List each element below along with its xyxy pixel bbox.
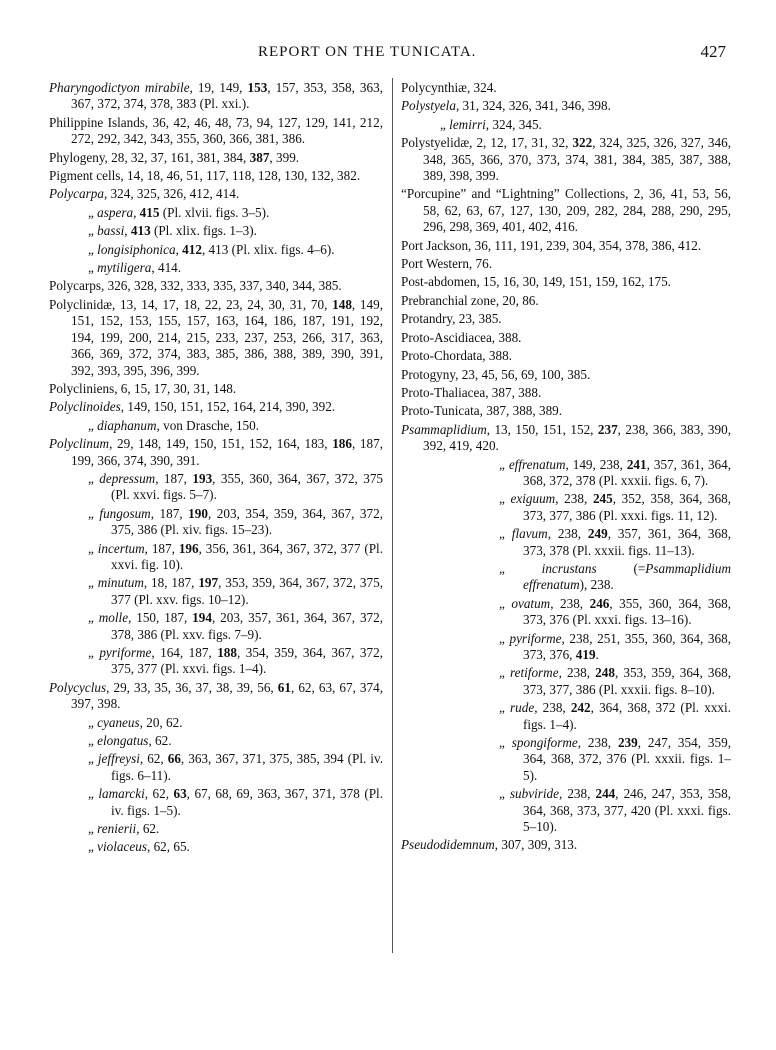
- index-entry: „ lemirri, 324, 345.: [440, 116, 542, 132]
- index-entry: „ subviride, 238, 244, 246, 247, 353, 358, 364, 368, 373, 377, 420 (Pl. xxxi. figs. 5–10).: [499, 786, 732, 835]
- index-entry: „ rude, 238, 242, 364, 368, 372 (Pl. xxxi. figs. 1–4).: [499, 700, 731, 732]
- index-entry: „ pyriforme, 238, 251, 355, 360, 364, 368, 373, 376, 419.: [499, 630, 732, 662]
- index-column-left: [49, 80, 383, 858]
- index-entry: „ ovatum, 238, 246, 355, 360, 364, 368, 373, 376 (Pl. xxxi. figs. 13–16).: [499, 595, 732, 628]
- index-entry: „ lamarcki, 62, 63, 67, 68, 69, 363, 367, 371, 378 (Pl. iv. figs. 1–5).: [88, 786, 383, 818]
- page-header: [0, 44, 776, 66]
- index-entry: Polycyclus, 29, 33, 35, 36, 37, 38, 39, 56, 61, 62, 63, 67, 374, 397, 398.: [49, 679, 384, 712]
- index-entry: Phylogeny, 28, 32, 37, 161, 381, 384, 387, 399.: [49, 149, 300, 165]
- index-entry: Polycliniens, 6, 15, 17, 30, 31, 148.: [49, 380, 237, 396]
- index-entry: „ pyriforme, 164, 187, 188, 354, 359, 364, 367, 372, 375, 377 (Pl. xxvi. figs. 1–4).: [88, 645, 384, 677]
- index-entry: Protogyny, 23, 45, 56, 69, 100, 385.: [401, 366, 591, 382]
- index-entry: „ incrustans (=Psammaplidium effrenatum), 238.: [499, 560, 731, 593]
- index-entry: „ longisiphonica, 412, 413 (Pl. xlix. figs. 4–6).: [88, 241, 335, 257]
- index-entry: Polystyelidæ, 2, 12, 17, 31, 32, 322, 324, 325, 326, 327, 346, 348, 365, 366, 370, 373, 374, 381, 384, 385, 387, 388, 389, 398, 399.: [401, 135, 732, 184]
- index-entry: Proto-Thaliacea, 387, 388.: [401, 384, 542, 400]
- index-entry: Proto-Chordata, 388.: [401, 348, 512, 364]
- running-title: REPORT ON THE TUNICATA.: [258, 44, 477, 60]
- index-entry: Proto-Ascidiacea, 388.: [401, 329, 522, 345]
- index-entry: „ bassi, 413 (Pl. xlix. figs. 1–3).: [88, 223, 257, 239]
- index-entry: Psammaplidium, 13, 150, 151, 152, 237, 238, 366, 383, 390, 392, 419, 420.: [401, 421, 732, 454]
- index-entry: Pharyngodictyon mirabile, 19, 149, 153, 157, 353, 358, 363, 367, 372, 374, 378, 383 (Pl. xxi.).: [49, 80, 384, 112]
- index-entry: „ depressum, 187, 193, 355, 360, 364, 367, 372, 375 (Pl. xxvi. figs. 5–7).: [88, 470, 384, 503]
- index-entry: „ jeffreysi, 62, 66, 363, 367, 371, 375, 385, 394 (Pl. iv. figs. 6–11).: [88, 751, 384, 783]
- index-entry: Polyclinoides, 149, 150, 151, 152, 164, 214, 390, 392.: [49, 399, 336, 415]
- index-entry: „ mytiligera, 414.: [88, 260, 182, 276]
- index-entry: „ molle, 150, 187, 194, 203, 357, 361, 364, 367, 372, 378, 386 (Pl. xxv. figs. 7–9).: [88, 610, 384, 642]
- index-entry: Pigment cells, 14, 18, 46, 51, 117, 118, 128, 130, 132, 382.: [49, 168, 361, 184]
- index-column-right: [401, 80, 731, 856]
- index-entry: Proto-Tunicata, 387, 388, 389.: [401, 403, 563, 419]
- index-entry: Pseudodidemnum, 307, 309, 313.: [401, 837, 578, 853]
- index-entry: „ elongatus, 62.: [88, 733, 172, 749]
- index-entry: „ spongiforme, 238, 239, 247, 354, 359, 364, 368, 372, 376 (Pl. xxxii. figs. 1–5).: [499, 735, 732, 783]
- index-entry: „ minutum, 18, 187, 197, 353, 359, 364, 367, 372, 375, 377 (Pl. xxv. figs. 10–12).: [88, 575, 384, 607]
- index-entry: „ renierii, 62.: [88, 821, 160, 837]
- index-entry: Polyclinidæ, 13, 14, 17, 18, 22, 23, 24, 30, 31, 70, 148, 149, 151, 152, 153, 155, 157, 163, 164, 186, 187, 191, 192, 194, 199, 200, 214, 215, 233, 237, 253, 266, 317, 363, 366, 369, 372, 374, 383, 385, 386, 388, 389, 390, 391, 392, 393, 395, 396, 399.: [49, 296, 384, 378]
- index-entry: Prebranchial zone, 20, 86.: [401, 292, 539, 308]
- index-entry: Polystyela, 31, 324, 326, 341, 346, 398.: [401, 98, 611, 114]
- index-entry: Polyclinum, 29, 148, 149, 150, 151, 152, 164, 183, 186, 187, 199, 366, 374, 390, 391.: [49, 436, 384, 468]
- index-entry: Polycynthiæ, 324.: [401, 80, 497, 95]
- index-entry: „ aspera, 415 (Pl. xlvii. figs. 3–5).: [88, 204, 270, 220]
- index-entry: „ diaphanum, von Drasche, 150.: [88, 417, 260, 433]
- index-entry: Port Western, 76.: [401, 256, 492, 272]
- index-entry: „ fungosum, 187, 190, 203, 354, 359, 364, 367, 372, 375, 386 (Pl. xiv. figs. 15–23).: [88, 505, 383, 538]
- column-divider: [392, 78, 393, 953]
- index-entry: Port Jackson, 36, 111, 191, 239, 304, 354, 378, 386, 412.: [401, 237, 702, 253]
- index-entry: Polycarpa, 324, 325, 326, 412, 414.: [49, 186, 240, 202]
- index-entry: Protandry, 23, 385.: [401, 311, 502, 327]
- index-entry: „ effrenatum, 149, 238, 241, 357, 361, 364, 368, 372, 378 (Pl. xxxii. figs. 6, 7).: [499, 456, 732, 488]
- index-entry: “Porcupine” and “Lightning” Collections, 2, 36, 41, 53, 56, 58, 62, 63, 67, 127, 130, 209, 282, 284, 288, 290, 295, 296, 298, 369, 401, 402, 416.: [401, 186, 731, 235]
- index-entry: „ retiforme, 238, 248, 353, 359, 364, 368, 373, 377, 386 (Pl. xxxii. figs. 8–10).: [499, 665, 732, 697]
- index-entry: Philippine Islands, 36, 42, 46, 48, 73, 94, 127, 129, 141, 212, 272, 292, 342, 343, 355, 360, 366, 381, 386.: [49, 114, 383, 147]
- index-entry: „ violaceus, 62, 65.: [88, 839, 190, 855]
- index-entry: „ flavum, 238, 249, 357, 361, 364, 368, 373, 378 (Pl. xxxii. figs. 11–13).: [499, 526, 732, 558]
- index-entry: Polycarps, 326, 328, 332, 333, 335, 337, 340, 344, 385.: [49, 278, 342, 294]
- index-entry: „ exiguum, 238, 245, 352, 358, 364, 368, 373, 377, 386 (Pl. xxxi. figs. 11, 12).: [499, 491, 732, 523]
- index-entry: „ cyaneus, 20, 62.: [88, 714, 183, 730]
- index-entry: Post-abdomen, 15, 16, 30, 149, 151, 159, 162, 175.: [401, 274, 671, 290]
- index-entry: „ incertum, 187, 196, 356, 361, 364, 367, 372, 377 (Pl. xxvi. fig. 10).: [88, 540, 384, 572]
- page-number: 427: [700, 42, 726, 61]
